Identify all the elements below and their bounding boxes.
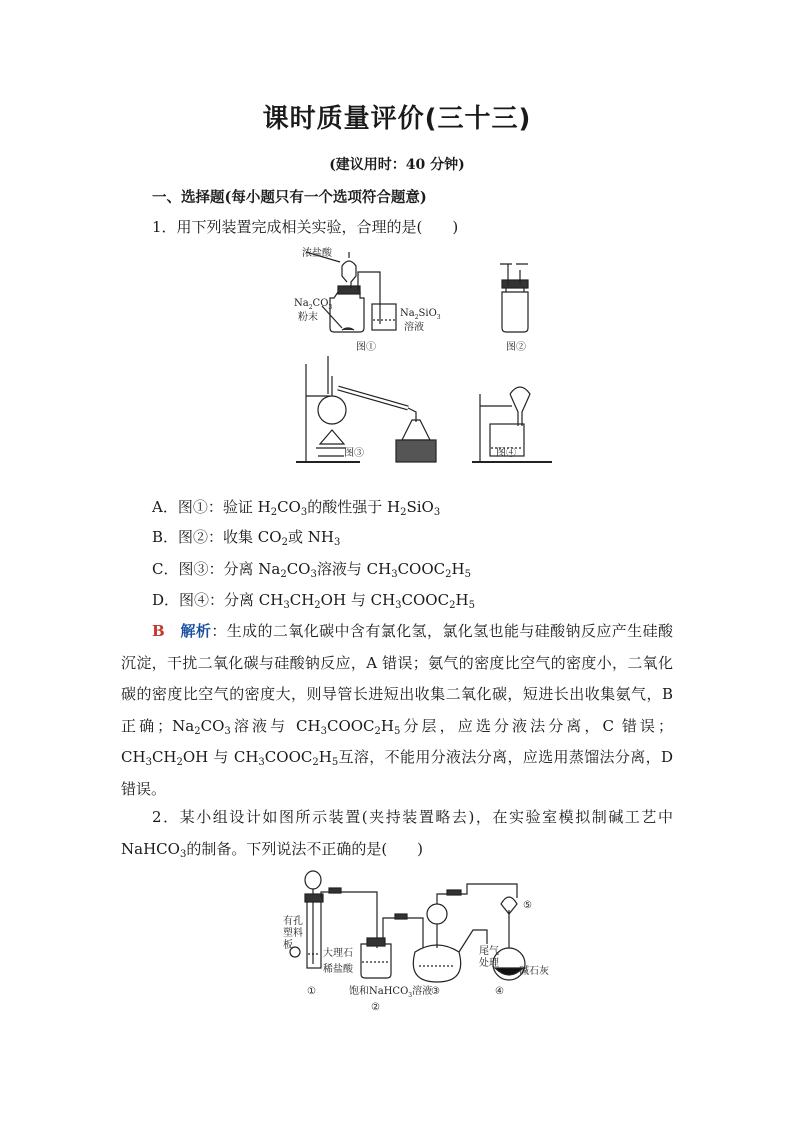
q2-apparatus-2: [361, 944, 391, 978]
option-b: B．图②：收集 $CO_2$或 $NH_3$: [152, 528, 341, 548]
label-num-1: ①: [307, 986, 316, 997]
apparatus-diagram-q1: [290, 244, 560, 469]
label-na2co3: $Na_2CO_3$: [294, 298, 333, 311]
label-num-3: ③: [431, 986, 440, 997]
section-heading: 一、选择题(每小题只有一个选项符合题意): [152, 189, 427, 206]
question-2-figure: [283, 868, 553, 1016]
label-powder: 粉末: [298, 312, 318, 323]
option-d: D．图④：分离 $CH_3CH_2OH$ 与 $CH_3COOC_2H_5$: [152, 591, 475, 611]
answer-letter: B: [152, 622, 165, 640]
figure3-distillation-flask: [318, 396, 346, 424]
question-1-stem: 1．用下列装置完成相关实验，合理的是( ): [152, 218, 459, 236]
caption-fig-3: 图③: [344, 448, 364, 459]
figure1-flask: [330, 292, 364, 332]
caption-fig-4: 图④: [496, 448, 516, 459]
option-c: C．图③：分离 $Na_2CO_3$溶液与 $CH_3COOC_2H_5$: [152, 560, 471, 580]
page-title: 课时质量评价(三十三): [262, 104, 532, 134]
label-solution: 溶液: [404, 322, 424, 333]
label-marble: 大理石: [323, 948, 353, 959]
question-2-stem: 2．某小组设计如图所示装置(夹持装置略去)，在实验室模拟制碱工艺中 NaHCO$_3$的制备。下列说法不正确的是( ): [121, 808, 673, 860]
q2-apparatus-3: [413, 945, 460, 982]
label-tail-gas: 尾气处理: [479, 946, 499, 969]
label-num-5: ⑤: [523, 900, 532, 911]
suggested-time: (建议用时：40 分钟): [329, 157, 465, 173]
figure1-dropping-funnel: [342, 261, 356, 288]
question-1-figure: [290, 244, 560, 469]
caption-fig-2: 图②: [506, 342, 526, 353]
figure3-receiving-flask: [402, 420, 430, 440]
option-a: A．图①：验证 $H_2CO_3$的酸性强于 $H_2SiO_3$: [152, 498, 441, 518]
analysis-label: 解析: [180, 622, 212, 640]
label-saturated-nahco3: 饱和NaHCO$_3$溶液: [349, 986, 433, 999]
figure4-separatory-funnel: [510, 387, 530, 426]
caption-fig-1: 图①: [356, 342, 376, 353]
apparatus-diagram-q2: [283, 868, 553, 1016]
label-num-4: ④: [495, 986, 504, 997]
question-1-analysis: B 解析：生成的二氧化碳中含有氯化氢，氯化氢也能与硅酸钠反应产生硅酸沉淀，干扰二氧化碳与硅酸钠反应，A 错误；氨气的密度比空气的密度小，二氧化碳的密度比空气的密度大，则导管长进短出收集二氧化碳，短进长出收集氨气，B 正确；$Na_2CO_3$溶液与 $CH_3COOC_2H_5$分层，应选分液法分离，C 错误；$CH_3CH_2OH$ 与 $CH_3COOC_2H_5$互溶，不能用分液法分离，应选用蒸馏法分离，D 错误。: [121, 622, 674, 798]
label-dilute-hcl: 稀盐酸: [323, 964, 353, 975]
label-num-2: ②: [371, 1002, 380, 1013]
label-soda-lime: 碱石灰: [519, 966, 549, 977]
figure2-gas-bottle: [502, 284, 528, 332]
label-na2sio3: $Na_2SiO_3$: [400, 308, 441, 321]
figure1-beaker: [372, 304, 396, 330]
q2-apparatus-1: [307, 898, 321, 968]
label-conc-hcl: 浓盐酸: [302, 248, 332, 259]
label-porous-plate: 有孔塑料板: [283, 916, 303, 951]
